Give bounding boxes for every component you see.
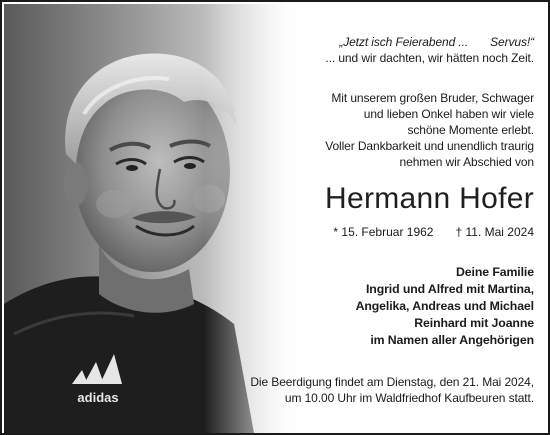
family-line: Ingrid und Alfred mit Martina, <box>365 282 534 296</box>
birth-date: 15. Februar 1962 <box>341 225 434 239</box>
portrait-illustration <box>4 4 304 433</box>
memory-text <box>325 90 534 170</box>
life-dates <box>333 224 534 240</box>
family-line: Deine Familie <box>456 265 534 279</box>
shirt-logo-text: adidas <box>77 390 119 405</box>
funeral-info <box>250 374 534 406</box>
quote-part-1: „Jetzt isch Feierabend ... <box>339 35 469 49</box>
portrait-photo <box>4 4 304 433</box>
family-line: Reinhard mit Joanne <box>414 316 534 330</box>
death-cross-icon: † <box>455 225 463 239</box>
funeral-line: Die Beerdigung findet am Dienstag, den 21. Mai 2024, <box>250 375 534 389</box>
quote-part-2: Servus!“ <box>490 35 534 49</box>
death-date: 11. Mai 2024 <box>465 225 534 239</box>
memory-line: Voller Dankbarkeit und unendlich traurig <box>325 139 534 153</box>
birth-symbol: * <box>333 225 339 239</box>
notice-text <box>250 2 534 433</box>
family-signature <box>356 264 534 349</box>
memory-line: Mit unserem großen Bruder, Schwager <box>331 91 534 105</box>
quote-line-2: ... und wir dachten, wir hätten noch Zeit. <box>325 51 534 65</box>
memory-line: nehmen wir Abschied von <box>399 155 534 169</box>
memory-line: schöne Momente erlebt. <box>407 123 534 137</box>
memory-line: und lieben Onkel haben wir viele <box>363 107 534 121</box>
family-line: im Namen aller Angehörigen <box>370 333 534 347</box>
family-line: Angelika, Andreas und Michael <box>355 299 534 313</box>
deceased-name: Hermann Hofer <box>325 182 534 215</box>
quote-line-1 <box>325 34 534 50</box>
funeral-line: um 10.00 Uhr im Waldfriedhof Kaufbeuren statt. <box>284 391 534 405</box>
quote-block <box>325 34 534 66</box>
